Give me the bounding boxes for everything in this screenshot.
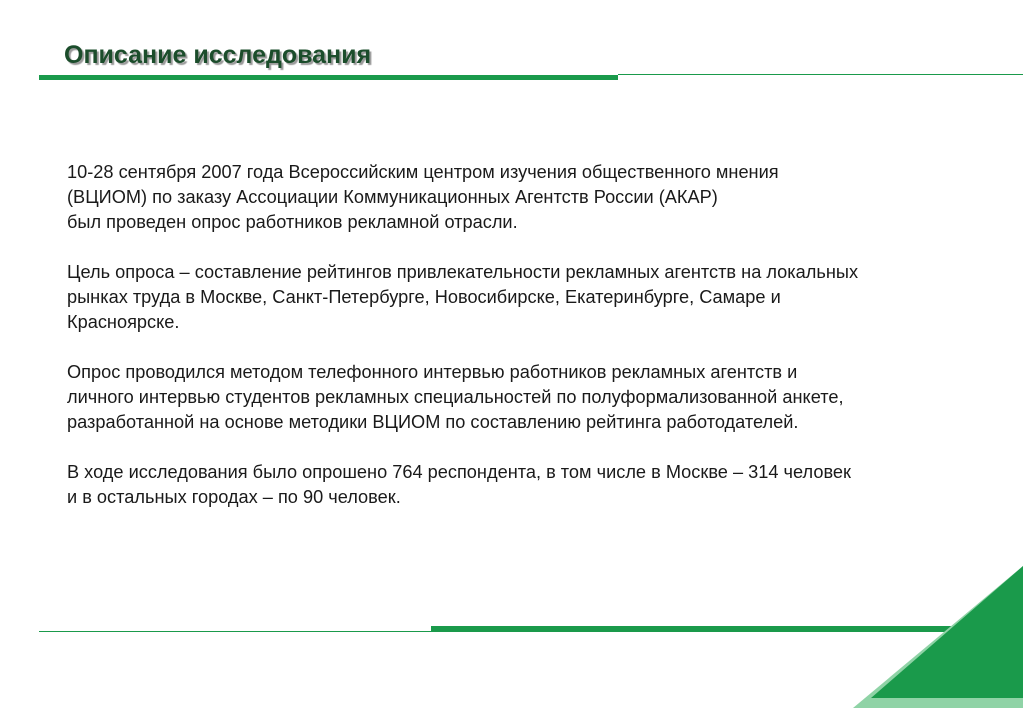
paragraph-survey-method: Опрос проводился методом телефонного интервью работников рекламных агентств и личного интервью студентов рекламных специальностей по полуформализованной анкете, разработанной на основе методики ВЦИОМ по составлению рейтинга работодателей. (67, 362, 844, 432)
title-underline-thin (618, 74, 1023, 75)
corner-triangle-dark (871, 566, 1023, 698)
page-title: Описание исследования (64, 41, 372, 69)
paragraph-survey-info: 10-28 сентября 2007 года Всероссийским центром изучения общественного мнения (ВЦИОМ) по заказу Ассоциации Коммуникационных Агентств России (АКАР) был проведен опрос работников рекламной отрасли. (67, 162, 779, 232)
description-text (67, 160, 997, 535)
paragraph-survey-goal: Цель опроса – составление рейтингов привлекательности рекламных агентств на локальных рынках труда в Москве, Санкт-Петербурге, Новосибирске, Екатеринбурге, Самаре и Красноярске. (67, 262, 859, 332)
title-underline-thick (39, 75, 618, 80)
corner-triangle-decoration (853, 566, 1023, 708)
footer-line-thin (39, 631, 431, 632)
paragraph-respondents: В ходе исследования было опрошено 764 респондента, в том числе в Москве – 314 человек и в остальных городах – по 90 человек. (67, 462, 851, 507)
